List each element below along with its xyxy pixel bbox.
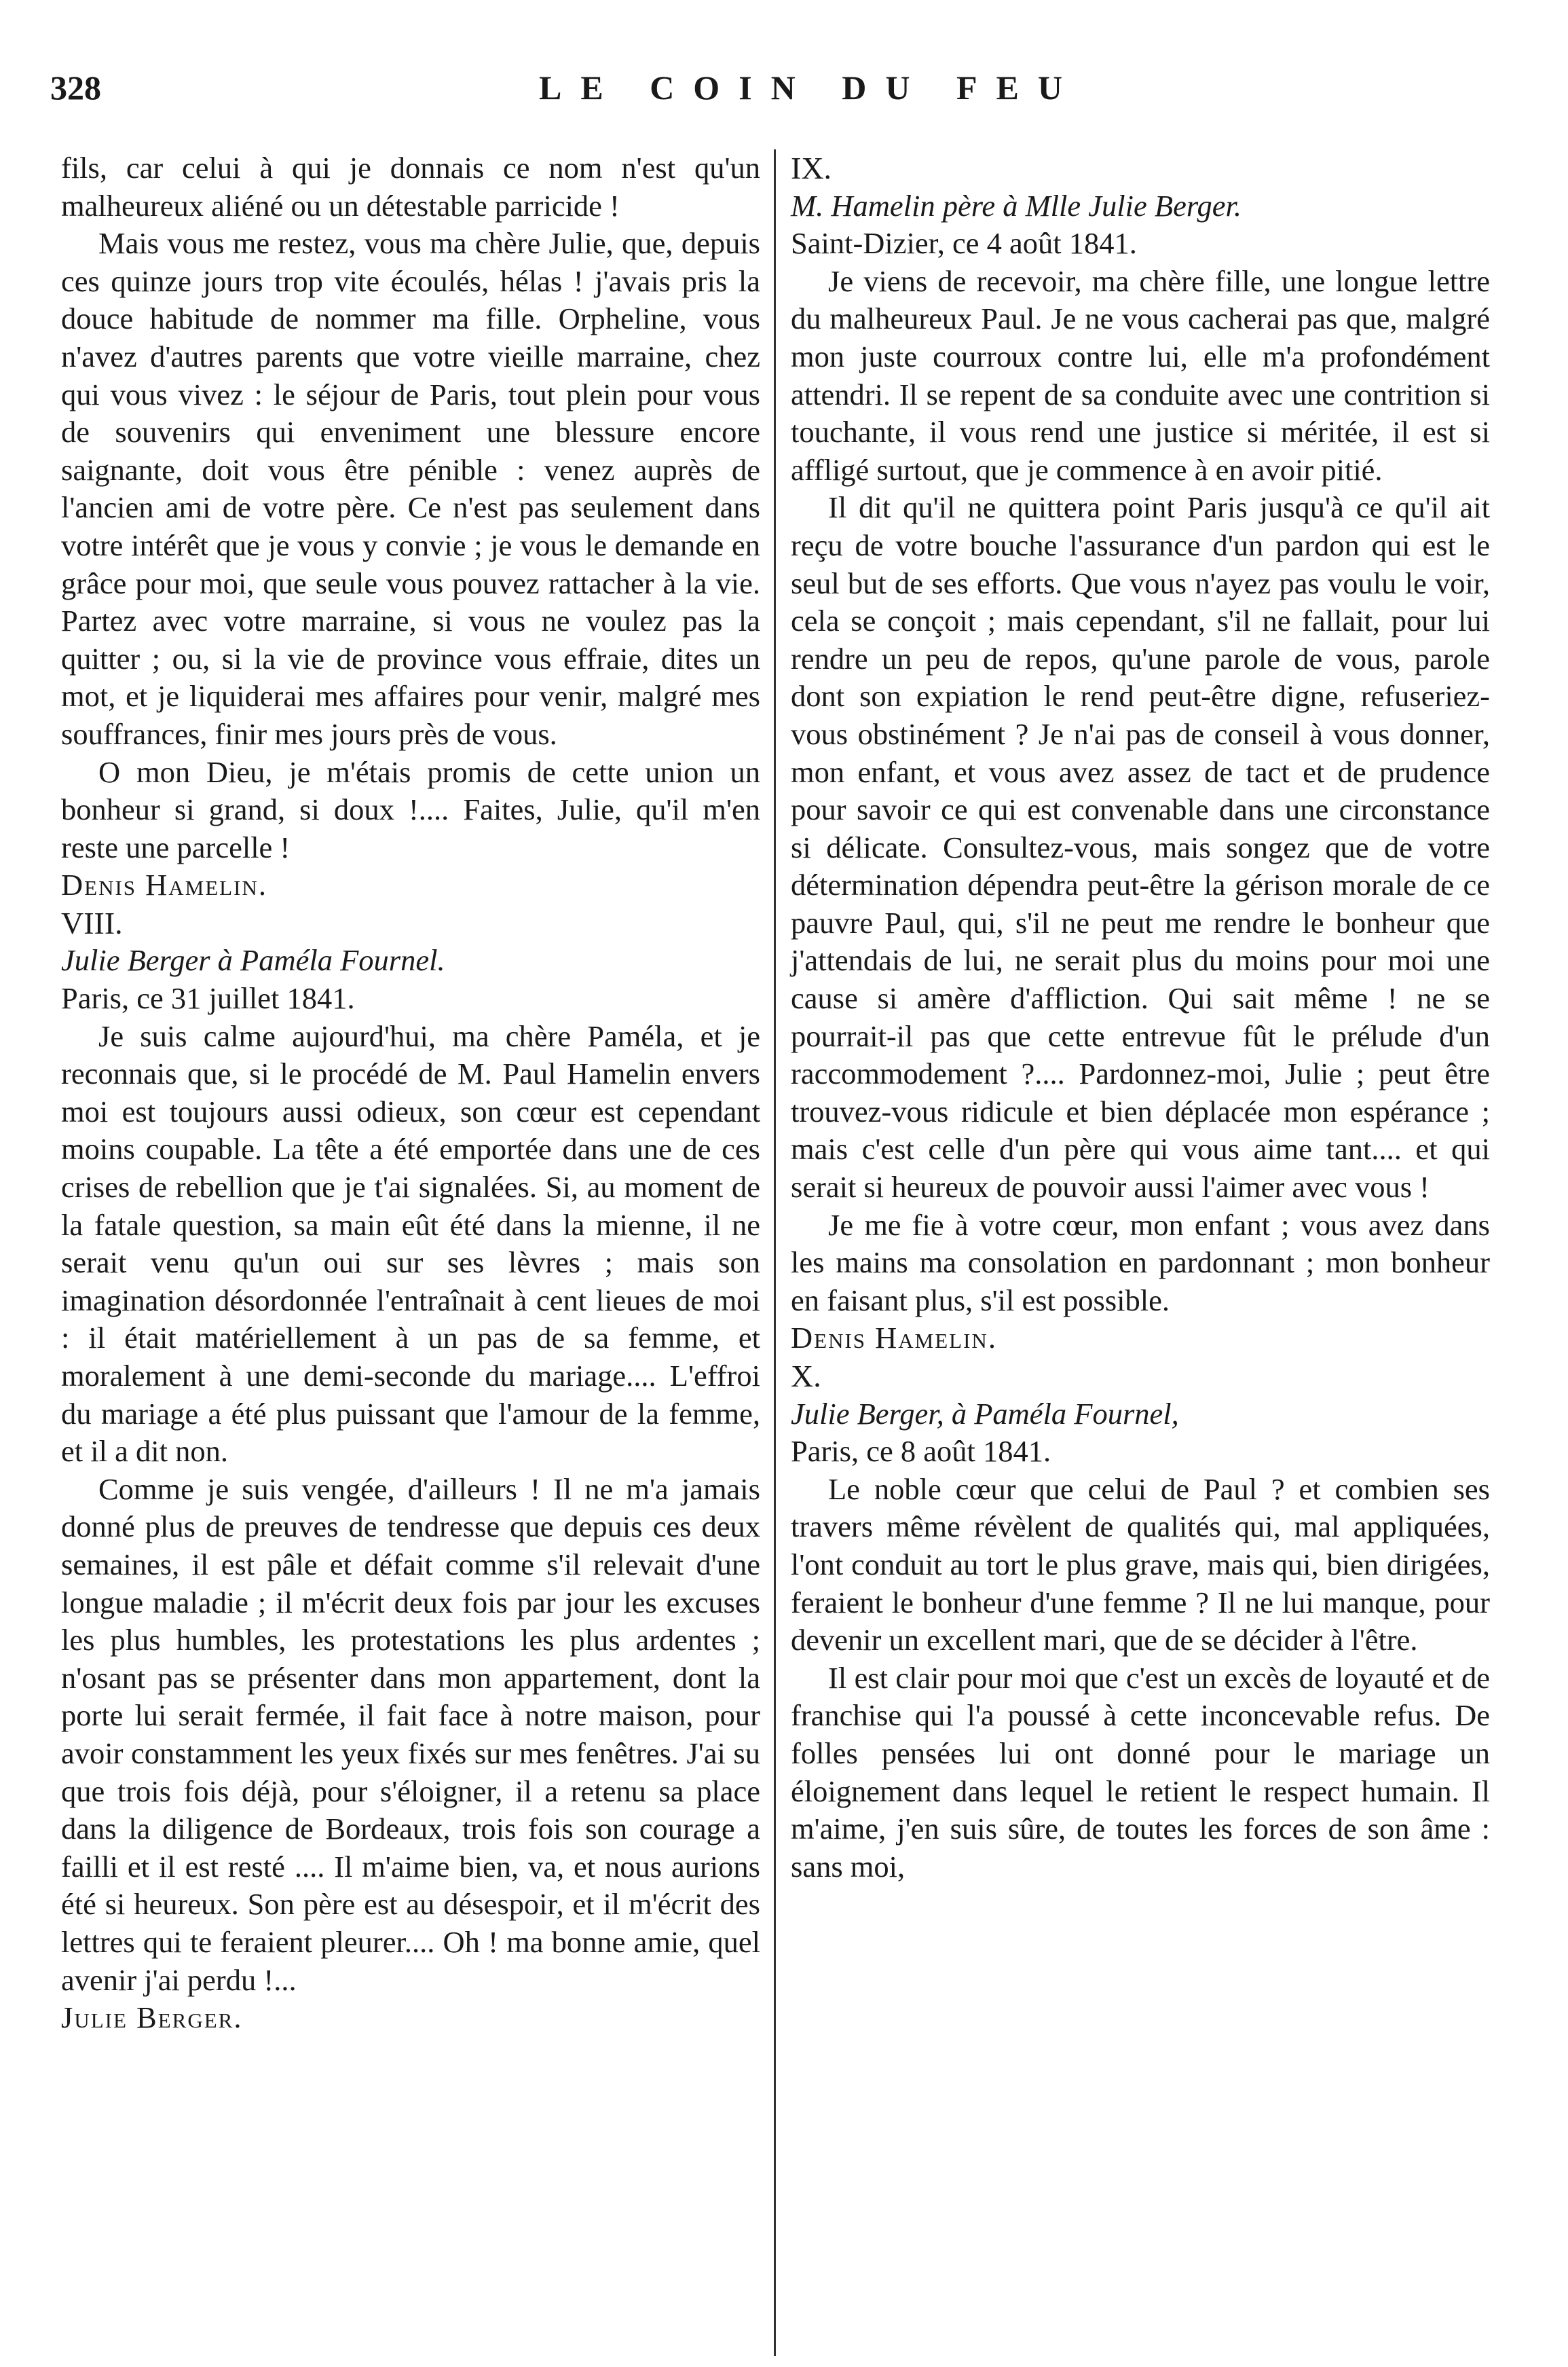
- paragraph: Je suis calme aujourd'hui, ma chère Paméla, et je reconnais que, si le procédé de M. Paul Hamelin envers moi est toujours aussi odieux, son cœur est cependant moins coupable. La tête a été emportée dans une de ces crises de rebellion que je t'ai signalées. Si, au moment de la fatale question, sa main eût été dans la mienne, il ne serait venu qu'un oui sur ses lèvres ; mais son imagination désordonnée l'entraînait à cent lieues de moi : il était matériellement à un pas de sa femme, et moralement à une demi-seconde du mariage.... L'effroi du mariage a été plus puissant que l'amour de la femme, et il a dit non.: [61, 1019, 760, 1469]
- dateline: Paris, ce 8 août 1841.: [791, 1434, 1051, 1469]
- section-number: X.: [791, 1359, 821, 1393]
- dateline: Paris, ce 31 juillet 1841.: [61, 981, 355, 1016]
- section-number: VIII.: [61, 905, 123, 940]
- signature: Denis Hamelin.: [791, 1321, 997, 1355]
- paragraph: Je me fie à votre cœur, mon enfant ; vous avez dans les mains ma consolation en pardonnant ; mon bonheur en faisant plus, s'il est possible.: [791, 1207, 1490, 1317]
- paragraph: Je viens de recevoir, ma chère fille, une longue lettre du malheureux Paul. Je ne vous cacherai pas que, malgré mon juste courroux contre lui, elle m'a profondément attendri. Il se repent de sa conduite avec une contrition si touchante, il vous rend une justice si méritée, il est si affligé surtout, que je commence à en avoir pitié.: [791, 263, 1490, 487]
- letter-heading: M. Hamelin père à Mlle Julie Berger.: [791, 188, 1242, 223]
- column-divider: [774, 149, 776, 2356]
- dateline: Saint-Dizier, ce 4 août 1841.: [791, 226, 1137, 261]
- paragraph: Comme je suis vengée, d'ailleurs ! Il ne m'a jamais donné plus de preuves de tendresse que depuis ces deux semaines, il est pâle et défait comme s'il relevait d'une longue maladie ; il m'écrit deux fois par jour les excuses les plus humbles, les protestations les plus ardentes ; n'osant pas se présenter dans mon appartement, dont la porte lui serait fermée, il fait face à notre maison, pour avoir constamment les yeux fixés sur mes fenêtres. J'ai su que trois fois déjà, pour s'éloigner, il a retenu sa place dans la diligence de Bordeaux, trois fois son courage a failli et il est resté .... Il m'aime bien, va, et nous aurions été si heureux. Son père est au désespoir, et il m'écrit des lettres qui te feraient pleurer.... Oh ! ma bonne amie, quel avenir j'ai perdu !...: [61, 1471, 760, 1997]
- paragraph: O mon Dieu, je m'étais promis de cette union un bonheur si grand, si doux !.... Faites, Julie, qu'il m'en reste une parcelle !: [61, 754, 760, 864]
- section-number: IX.: [791, 151, 832, 185]
- letter-heading: Julie Berger, à Paméla Fournel,: [791, 1396, 1179, 1431]
- paragraph: Mais vous me restez, vous ma chère Julie, que, depuis ces quinze jours trop vite écoulés, hélas ! j'avais pris la douce habitude de nommer ma fille. Orpheline, vous n'avez d'autres parents que votre vieille marraine, chez qui vous vivez : le séjour de Paris, tout plein pour vous de souvenirs qui enveniment une blessure encore saignante, doit vous être pénible : venez auprès de l'ancien ami de votre père. Ce n'est pas seulement dans votre intérêt que je vous y convie ; je vous le demande en grâce pour moi, que seule vous pouvez rattacher à la vie. Partez avec votre marraine, si vous ne voulez pas la quitter ; ou, si la vie de province vous effraie, dites un mot, et je liquiderai mes affaires pour venir, malgré mes souffrances, finir mes jours près de vous.: [61, 226, 760, 751]
- paragraph: Il est clair pour moi que c'est un excès de loyauté et de franchise qui l'a poussé à cette inconcevable refus. De folles pensées lui ont donné pour le mariage un éloignement dans lequel le retient le respect humain. Il m'aime, j'en suis sûre, de toutes les forces de son âme : sans moi,: [791, 1660, 1490, 1884]
- signature: Julie Berger.: [61, 2000, 243, 2035]
- paragraph: Il dit qu'il ne quittera point Paris jusqu'à ce qu'il ait reçu de votre bouche l'assurance d'un pardon qui est le seul but de ses efforts. Que vous n'ayez pas voulu le voir, cela se conçoit ; mais cependant, s'il ne fallait, pour lui rendre un peu de repos, qu'une parole de vous, parole dont son expiation le rend peut-être digne, refuseriez-vous obstinément ? Je n'ai pas de conseil à vous donner, mon enfant, et vous avez assez de tact et de prudence pour savoir ce qui est convenable dans une circonstance si délicate. Consultez-vous, mais songez que de votre détermination dépendra peut-être la gérison morale de ce pauvre Paul, qui, s'il ne peut me rendre le bonheur que j'attendais de lui, ne serait plus du moins pour moi une cause si amère d'affliction. Qui sait même ! ne se pourrait-il pas que cette entrevue fût le prélude d'un raccommodement ?.... Pardonnez-moi, Julie ; peut être trouvez-vous ridicule et bien déplacée mon espérance ; mais c'est celle d'un père qui vous aime tant.... et qui serait si heureux de pouvoir aussi l'aimer avec vous !: [791, 490, 1490, 1205]
- running-head: LE COIN DU FEU: [539, 69, 1081, 107]
- paragraph: fils, car celui à qui je donnais ce nom n'est qu'un malheureux aliéné ou un détestable parricide !: [61, 151, 760, 223]
- signature: Denis Hamelin.: [61, 868, 267, 902]
- page-header: [50, 68, 1510, 122]
- letter-heading: Julie Berger à Paméla Fournel.: [61, 943, 445, 978]
- right-column: [791, 149, 1490, 1886]
- left-column: [61, 149, 760, 2037]
- paragraph: Le noble cœur que celui de Paul ? et combien ses travers même révèlent de qualités qui, mal appliquées, l'ont conduit au tort le plus grave, mais qui, bien dirigées, feraient le bonheur d'une femme ? Il ne lui manque, pour devenir un excellent mari, que de se décider à l'être.: [791, 1471, 1490, 1657]
- page-number: 328: [50, 69, 101, 107]
